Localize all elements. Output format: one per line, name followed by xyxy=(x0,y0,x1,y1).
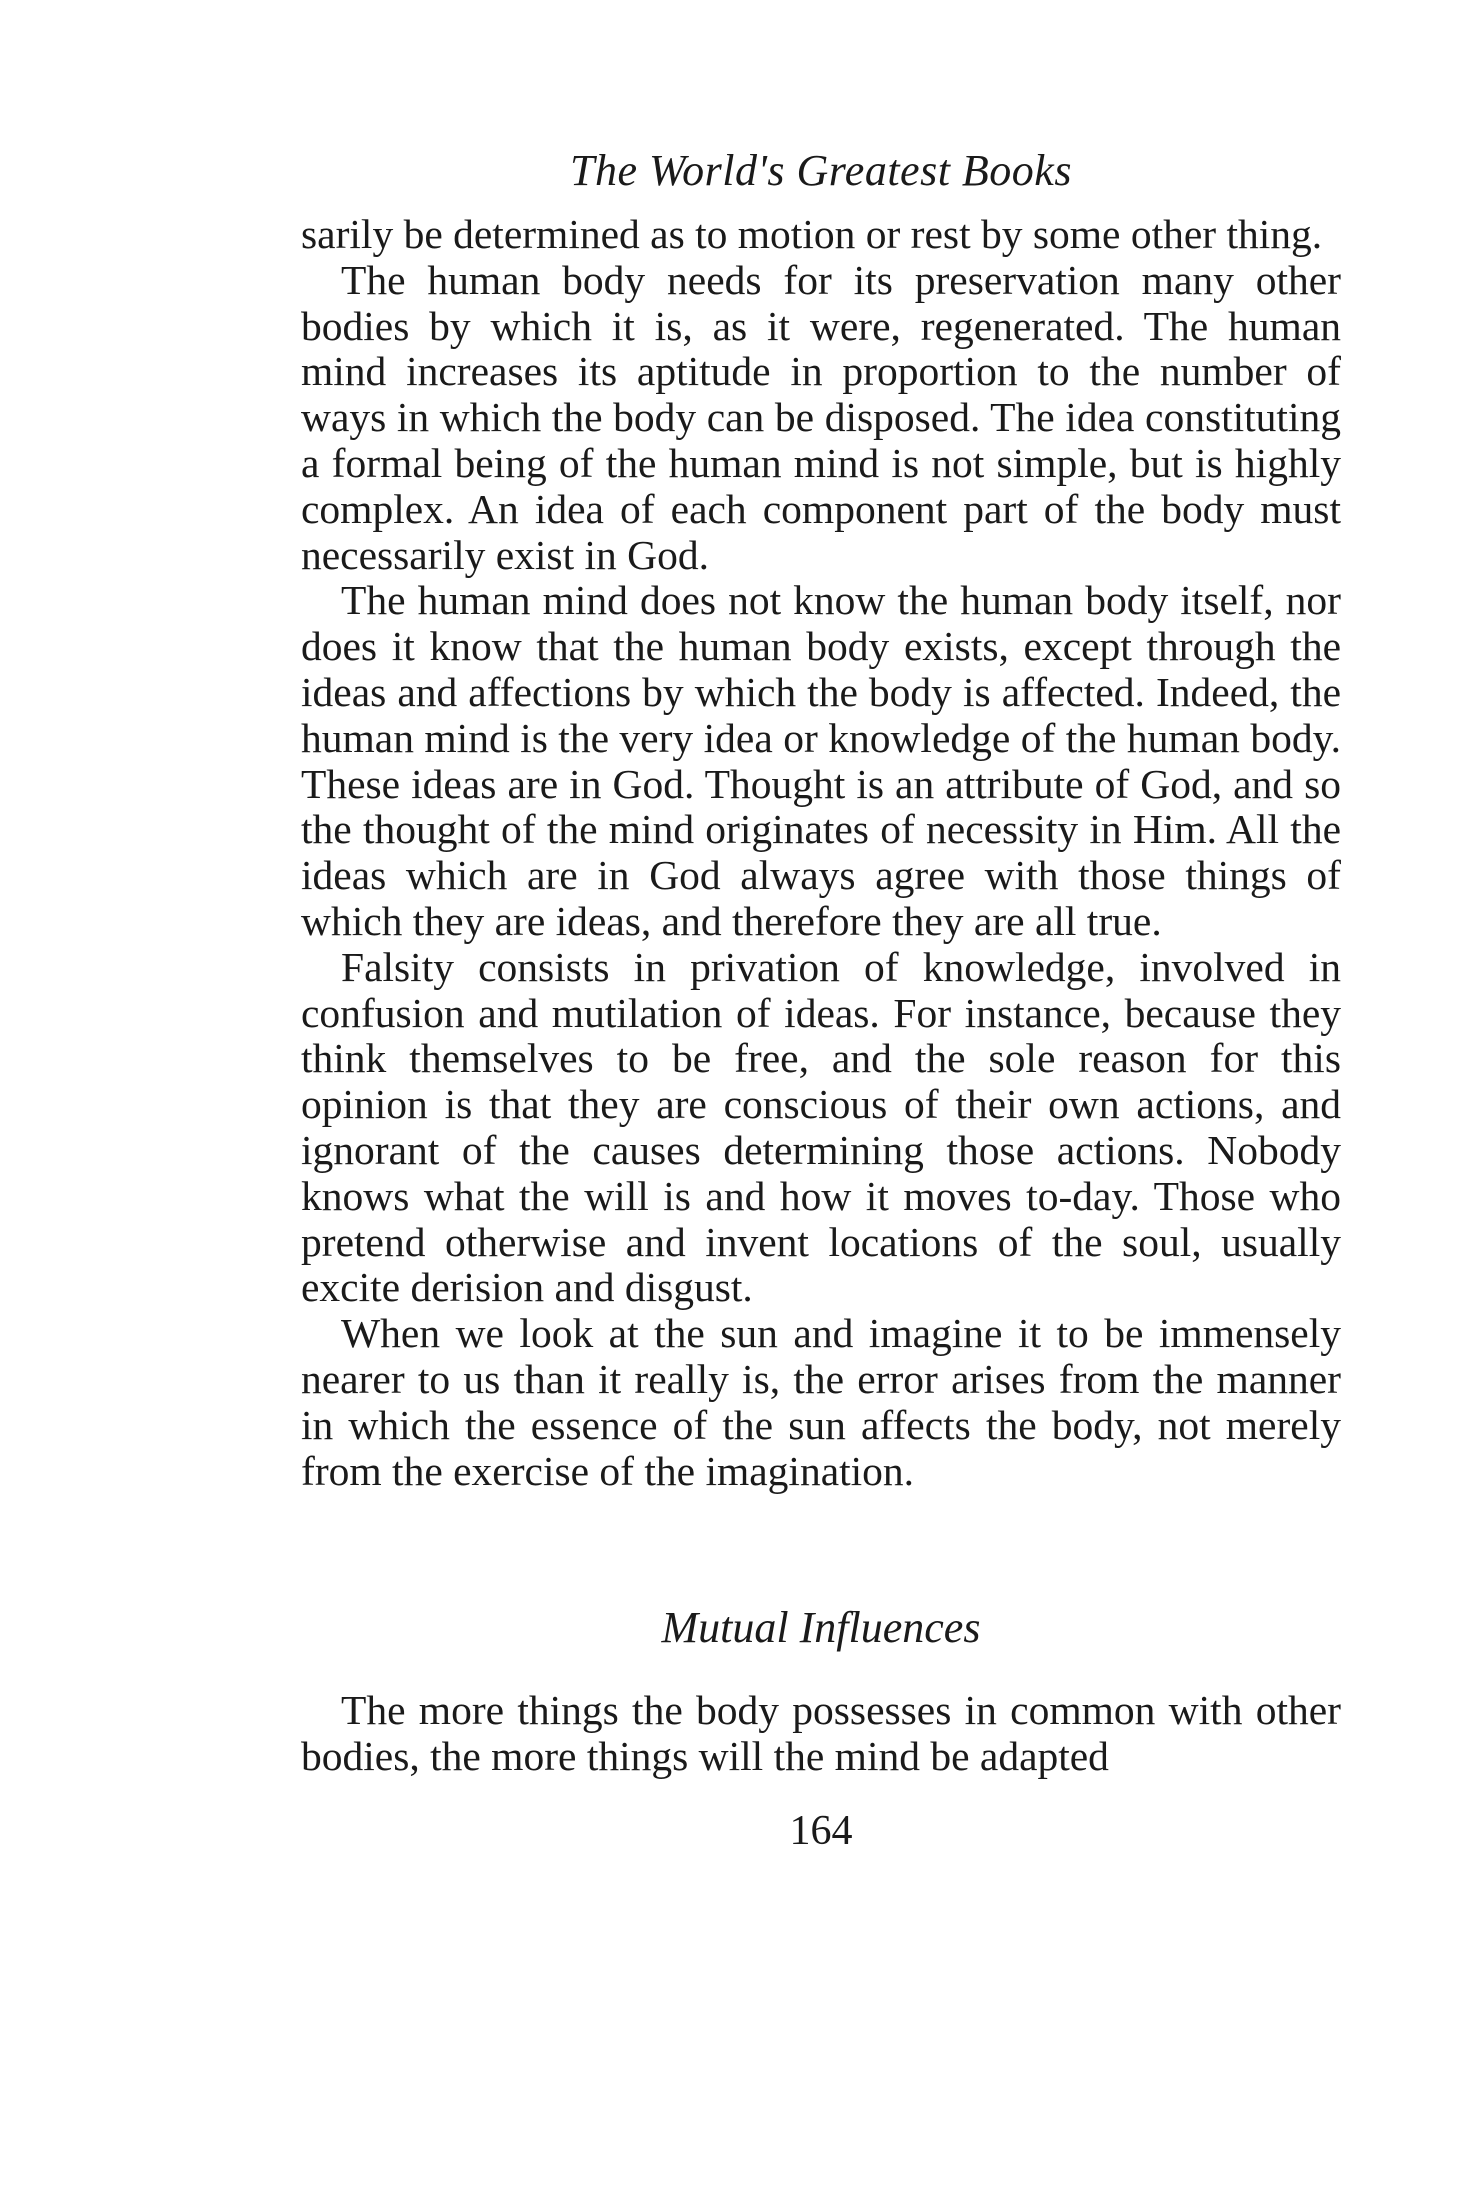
section-body-text xyxy=(301,1688,1341,1780)
paragraph-falsity: Falsity consists in privation of knowledge, involved in confusion and mutilation of ideas. For instance, because they think themselves to be free, and the sole reason for this opinion is that they are conscious of their own actions, and ignorant of the causes determining those actions. Nobody knows what the will is and how it moves to-day. Those who pretend otherwise and invent locations of the soul, usually excite derision and disgust. xyxy=(301,943,1341,1311)
section-heading: Mutual Influences xyxy=(661,1603,981,1652)
book-page xyxy=(301,0,1341,2203)
running-head: The World's Greatest Books xyxy=(570,146,1072,195)
paragraph-mutual-influences: The more things the body possesses in common with other bodies, the more things will the mind be adapted xyxy=(301,1687,1341,1779)
paragraph-mind-knowledge: The human mind does not know the human body itself, nor does it know that the human body exists, except through the ideas and affections by which the body is affected. Indeed, the human mind is the very idea or knowledge of the human body. These ideas are in God. Thought is an attribute of God, and so the thought of the mind originates of necessity in Him. All the ideas which are in God always agree with those things of which they are ideas, and therefore they are all true. xyxy=(301,577,1341,944)
paragraph-sun: When we look at the sun and imagine it to be immensely nearer to us than it really is, the error arises from the manner in which the essence of the sun affects the body, not merely from the exercise of the imagination. xyxy=(301,1310,1341,1494)
paragraph-body-preservation: The human body needs for its preservation many other bodies by which it is, as it were, regenerated. The human mind increases its aptitude in proportion to the number of ways in which the body can be disposed. The idea constituting a formal being of the human mind is not simple, but is highly complex. An idea of each component part of the body must necessarily exist in God. xyxy=(301,256,1341,578)
body-text xyxy=(301,212,1341,1494)
page-number: 164 xyxy=(789,1808,853,1854)
paragraph-continued: sarily be determined as to motion or rest by some other thing. xyxy=(301,211,1323,257)
